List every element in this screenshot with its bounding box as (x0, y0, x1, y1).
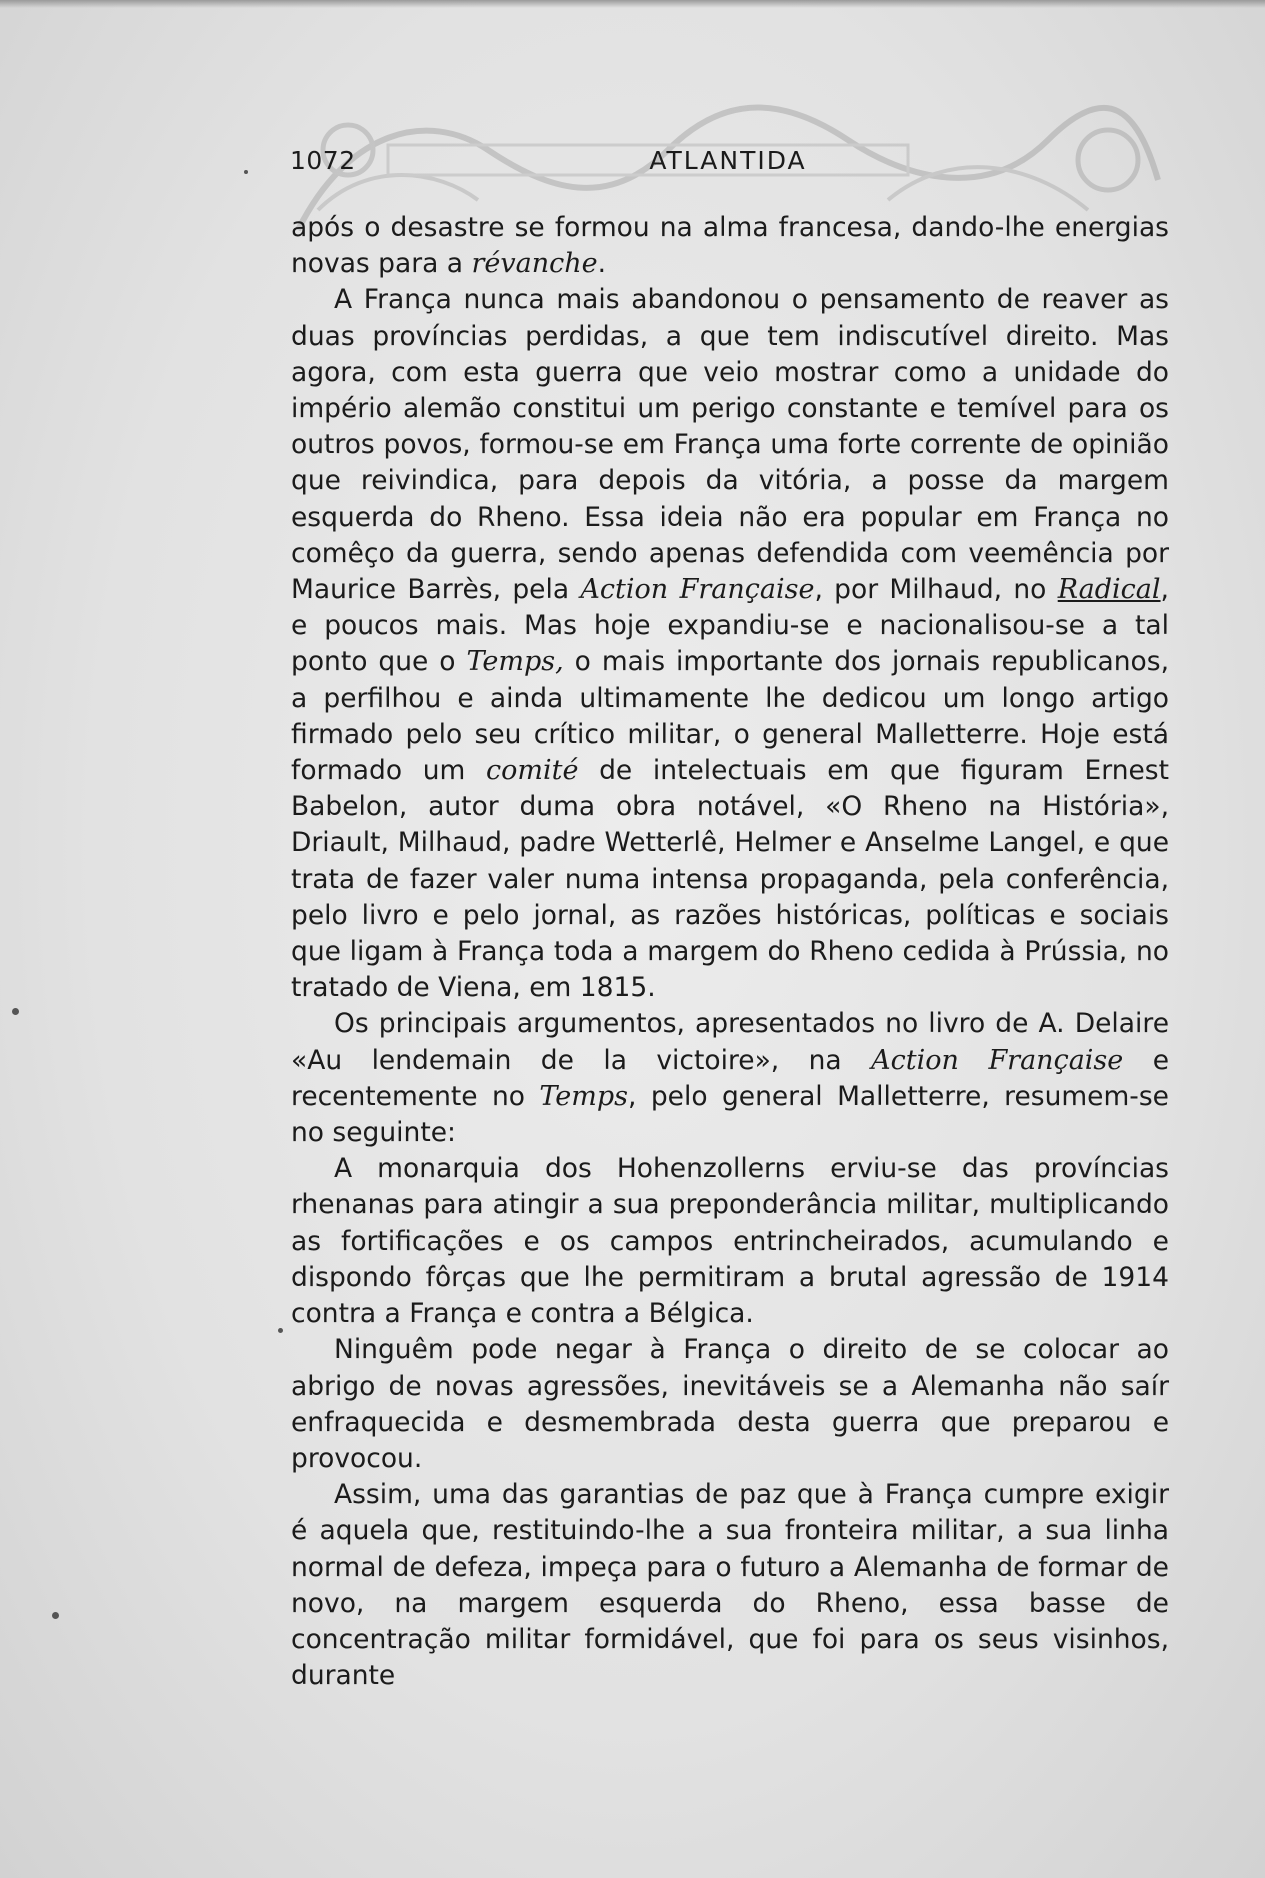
scan-speck (52, 1612, 59, 1619)
text-run: e recentemente no (291, 1044, 1169, 1112)
text-run: Os principais argumentos, apresentados no livro de A. Delaire «Au lendemain de la victoire», na (291, 1008, 1169, 1076)
text-run: , pelo general Malletterre, resumem-se no seguinte: (291, 1080, 1169, 1149)
paragraph-5: Ninguêm pode negar à França o direito de se colocar ao abrigo de novas agressões, inevitáveis se a Alemanha não saír enfraquecida e desmembrada desta guerra que preparou e provocou. (291, 1334, 1169, 1474)
scan-speck (278, 1328, 283, 1333)
italic-title: Temps, (466, 646, 564, 678)
page-number: 1072 (290, 146, 356, 175)
italic-term: révanche (471, 248, 598, 280)
running-title: ATLANTIDA (649, 146, 807, 175)
italic-title: Action Française (871, 1044, 1124, 1076)
scan-speck (12, 1008, 19, 1015)
scan-speck (244, 170, 248, 174)
paragraph-6: Assim, uma das garantias de paz que à França cumpre exigir é aquela que, restituindo-lhe a sua fronteira militar, a sua linha normal de defeza, impeça para o futuro a Alemanha de formar de novo, na margem esquerda do Rheno, essa basse de concentração militar formidável, que foi para os seus visinhos, durante (291, 1479, 1169, 1692)
text-run: após o desastre se formou na alma francesa, dando-lhe energias novas para a (291, 212, 1169, 280)
paragraph-3 (291, 1006, 1169, 1151)
italic-title: Action Française (580, 574, 815, 606)
article-body (291, 210, 1169, 1694)
underlined-title: Radical (1057, 574, 1161, 606)
text-run: A França nunca mais abandonou o pensamento de reaver as duas províncias perdidas, a que tem indiscutível direito. Mas agora, com esta guerra que veio mostrar como a unidade do império alemão constitui um perigo constante e temível para os outros povos, formou-se em França uma forte corrente de opinião que reivindica, para depois da vitória, a posse da margem esquerda do Rheno. Essa ideia não era popular em França no comêço da guerra, sendo apenas defendida com veemência por Maurice Barrès, pela (291, 284, 1169, 606)
running-header (288, 146, 1168, 180)
italic-term: comité (486, 755, 579, 787)
paragraph-1 (291, 210, 1169, 282)
scan-top-edge (0, 0, 1265, 8)
italic-title: Temps (539, 1080, 629, 1112)
text-run: de intelectuais em que figuram Ernest Babelon, autor duma obra notável, «O Rheno na História», Driault, Milhaud, padre Wetterlê, Helmer e Anselme Langel, e que trata de fazer valer numa intensa propaganda, pela conferência, pelo livro e pelo jornal, as razões históricas, políticas e sociais que ligam à França toda a margem do Rheno cedida à Prússia, no tratado de Viena, em 1815. (291, 755, 1169, 1004)
text-run: . (597, 248, 607, 280)
paragraph-2 (291, 282, 1169, 1006)
text-run: , por Milhaud, no (814, 574, 1058, 606)
paragraph-4: A monarquia dos Hohenzollerns erviu-se das províncias rhenanas para atingir a sua preponderância militar, multiplicando as fortificações e os campos entrincheirados, acumulando e dispondo fôrças que lhe permitiram a brutal agressão de 1914 contra a França e contra a Bélgica. (291, 1153, 1169, 1330)
text-run: , e poucos mais. Mas hoje expandiu-se e nacionalisou-se a tal ponto que o (291, 574, 1169, 678)
text-run: o mais importante dos jornais republicanos, a perfilhou e ainda ultimamente lhe dedicou um longo artigo firmado pelo seu crítico militar, o general Malletterre. Hoje está formado um (291, 646, 1170, 787)
